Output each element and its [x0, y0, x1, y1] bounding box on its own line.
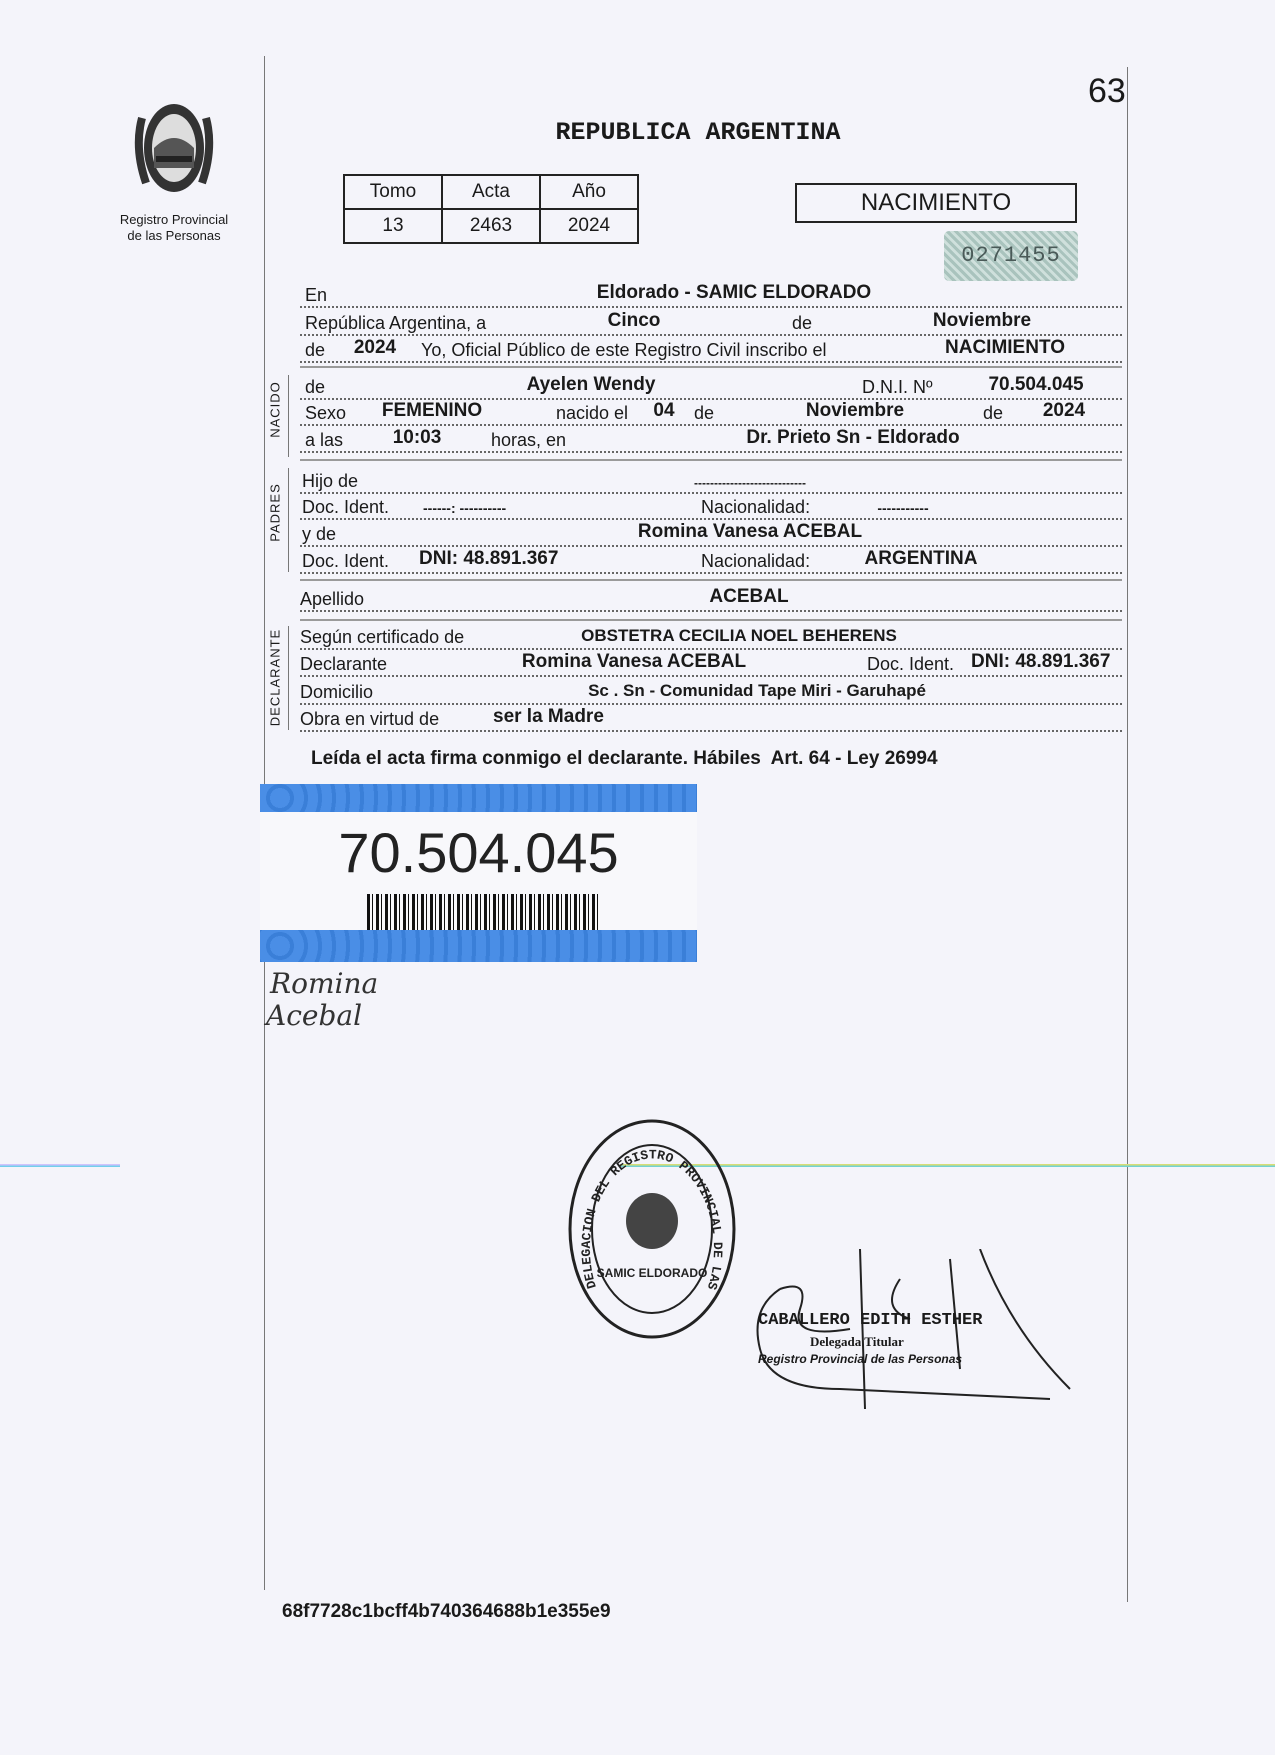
nacido-bracket [288, 375, 289, 457]
padres-bracket [288, 468, 289, 572]
document-hash: 68f7728c1bcff4b740364688b1e355e9 [282, 1601, 611, 1622]
section-label-declarante: DECLARANTE [267, 628, 283, 727]
province-logo [124, 98, 224, 198]
row-madre: y de Romina Vanesa ACEBAL [300, 519, 1122, 547]
value-anio: 2024 [540, 209, 638, 243]
row-domicilio: Domicilio Sc . Sn - Comunidad Tape Miri - Garuhapé [300, 677, 1122, 705]
value-acta: 2463 [442, 209, 540, 243]
declarante-bracket [288, 626, 289, 730]
official-signature: CABALLERO EDITH ESTHER Delegada Titular Registro Provincial de las Personas [750, 1249, 1080, 1409]
row-obra: Obra en virtud de ser la Madre [300, 704, 1122, 732]
row-madre-doc: Doc. Ident. DNI: 48.891.367 Nacionalidad: ARGENTINA [300, 546, 1122, 574]
sticker-band-top [260, 784, 697, 812]
official-stamp [566, 1117, 738, 1341]
row-en: En Eldorado - SAMIC ELDORADO [300, 280, 1122, 308]
closing-text: Leída el acta firma conmigo el declarante. Hábiles Art. 64 - Ley 26994 [311, 748, 938, 769]
row-anio: de 2024 Yo, Oficial Público de este Registro Civil inscribo el NACIMIENTO [300, 335, 1122, 363]
dni-number: 70.504.045 [338, 821, 619, 884]
section-label-nacido: NACIDO [267, 381, 283, 438]
section-divider [300, 619, 1122, 621]
page-number: 63 [1088, 72, 1126, 110]
section-label-padres: PADRES [267, 483, 283, 542]
right-margin-line [1127, 67, 1128, 1602]
section-divider [300, 579, 1122, 581]
header-tomo: Tomo [344, 175, 442, 209]
handwritten-signature: Romina Acebal [266, 967, 379, 1032]
row-padre-doc: Doc. Ident. ------: ---------- Nacionalidad: ----------- [300, 492, 1122, 520]
row-nombre: de Ayelen Wendy D.N.I. Nº 70.504.045 [300, 372, 1122, 400]
row-apellido: Apellido ACEBAL [300, 584, 1122, 612]
row-certificado: Según certificado de OBSTETRA CECILIA NOEL BEHERENS [300, 622, 1122, 650]
row-hora: a las 10:03 horas, en Dr. Prieto Sn - Eldorado [300, 425, 1122, 453]
scan-artifact-line [0, 1164, 120, 1167]
svg-text:SAMIC ELDORADO: SAMIC ELDORADO [596, 1266, 708, 1280]
row-sexo: Sexo FEMENINO nacido el 04 de Noviembre de 2024 [300, 398, 1122, 426]
serial-sticker: 0271455 [944, 231, 1078, 281]
row-padre: Hijo de ---------------------------- [300, 466, 1122, 494]
dni-sticker [260, 784, 697, 962]
section-divider [300, 459, 1122, 461]
document-title: REPUBLICA ARGENTINA [555, 118, 841, 147]
row-declarante: Declarante Romina Vanesa ACEBAL Doc. Ident. DNI: 48.891.367 [300, 649, 1122, 677]
logo-caption: Registro Provincial de las Personas [119, 212, 229, 243]
section-divider [300, 366, 1122, 368]
sticker-band-bottom [260, 930, 697, 962]
header-anio: Año [540, 175, 638, 209]
row-fecha: República Argentina, a Cinco de Noviembre [300, 308, 1122, 336]
header-acta: Acta [442, 175, 540, 209]
register-table [343, 174, 639, 244]
act-type-box: NACIMIENTO [795, 183, 1077, 223]
svg-text:DELEGACION DEL REGISTRO PROVIN: DELEGACION DEL REGISTRO PROVINCIAL DE LAS [578, 1147, 726, 1292]
value-tomo: 13 [344, 209, 442, 243]
